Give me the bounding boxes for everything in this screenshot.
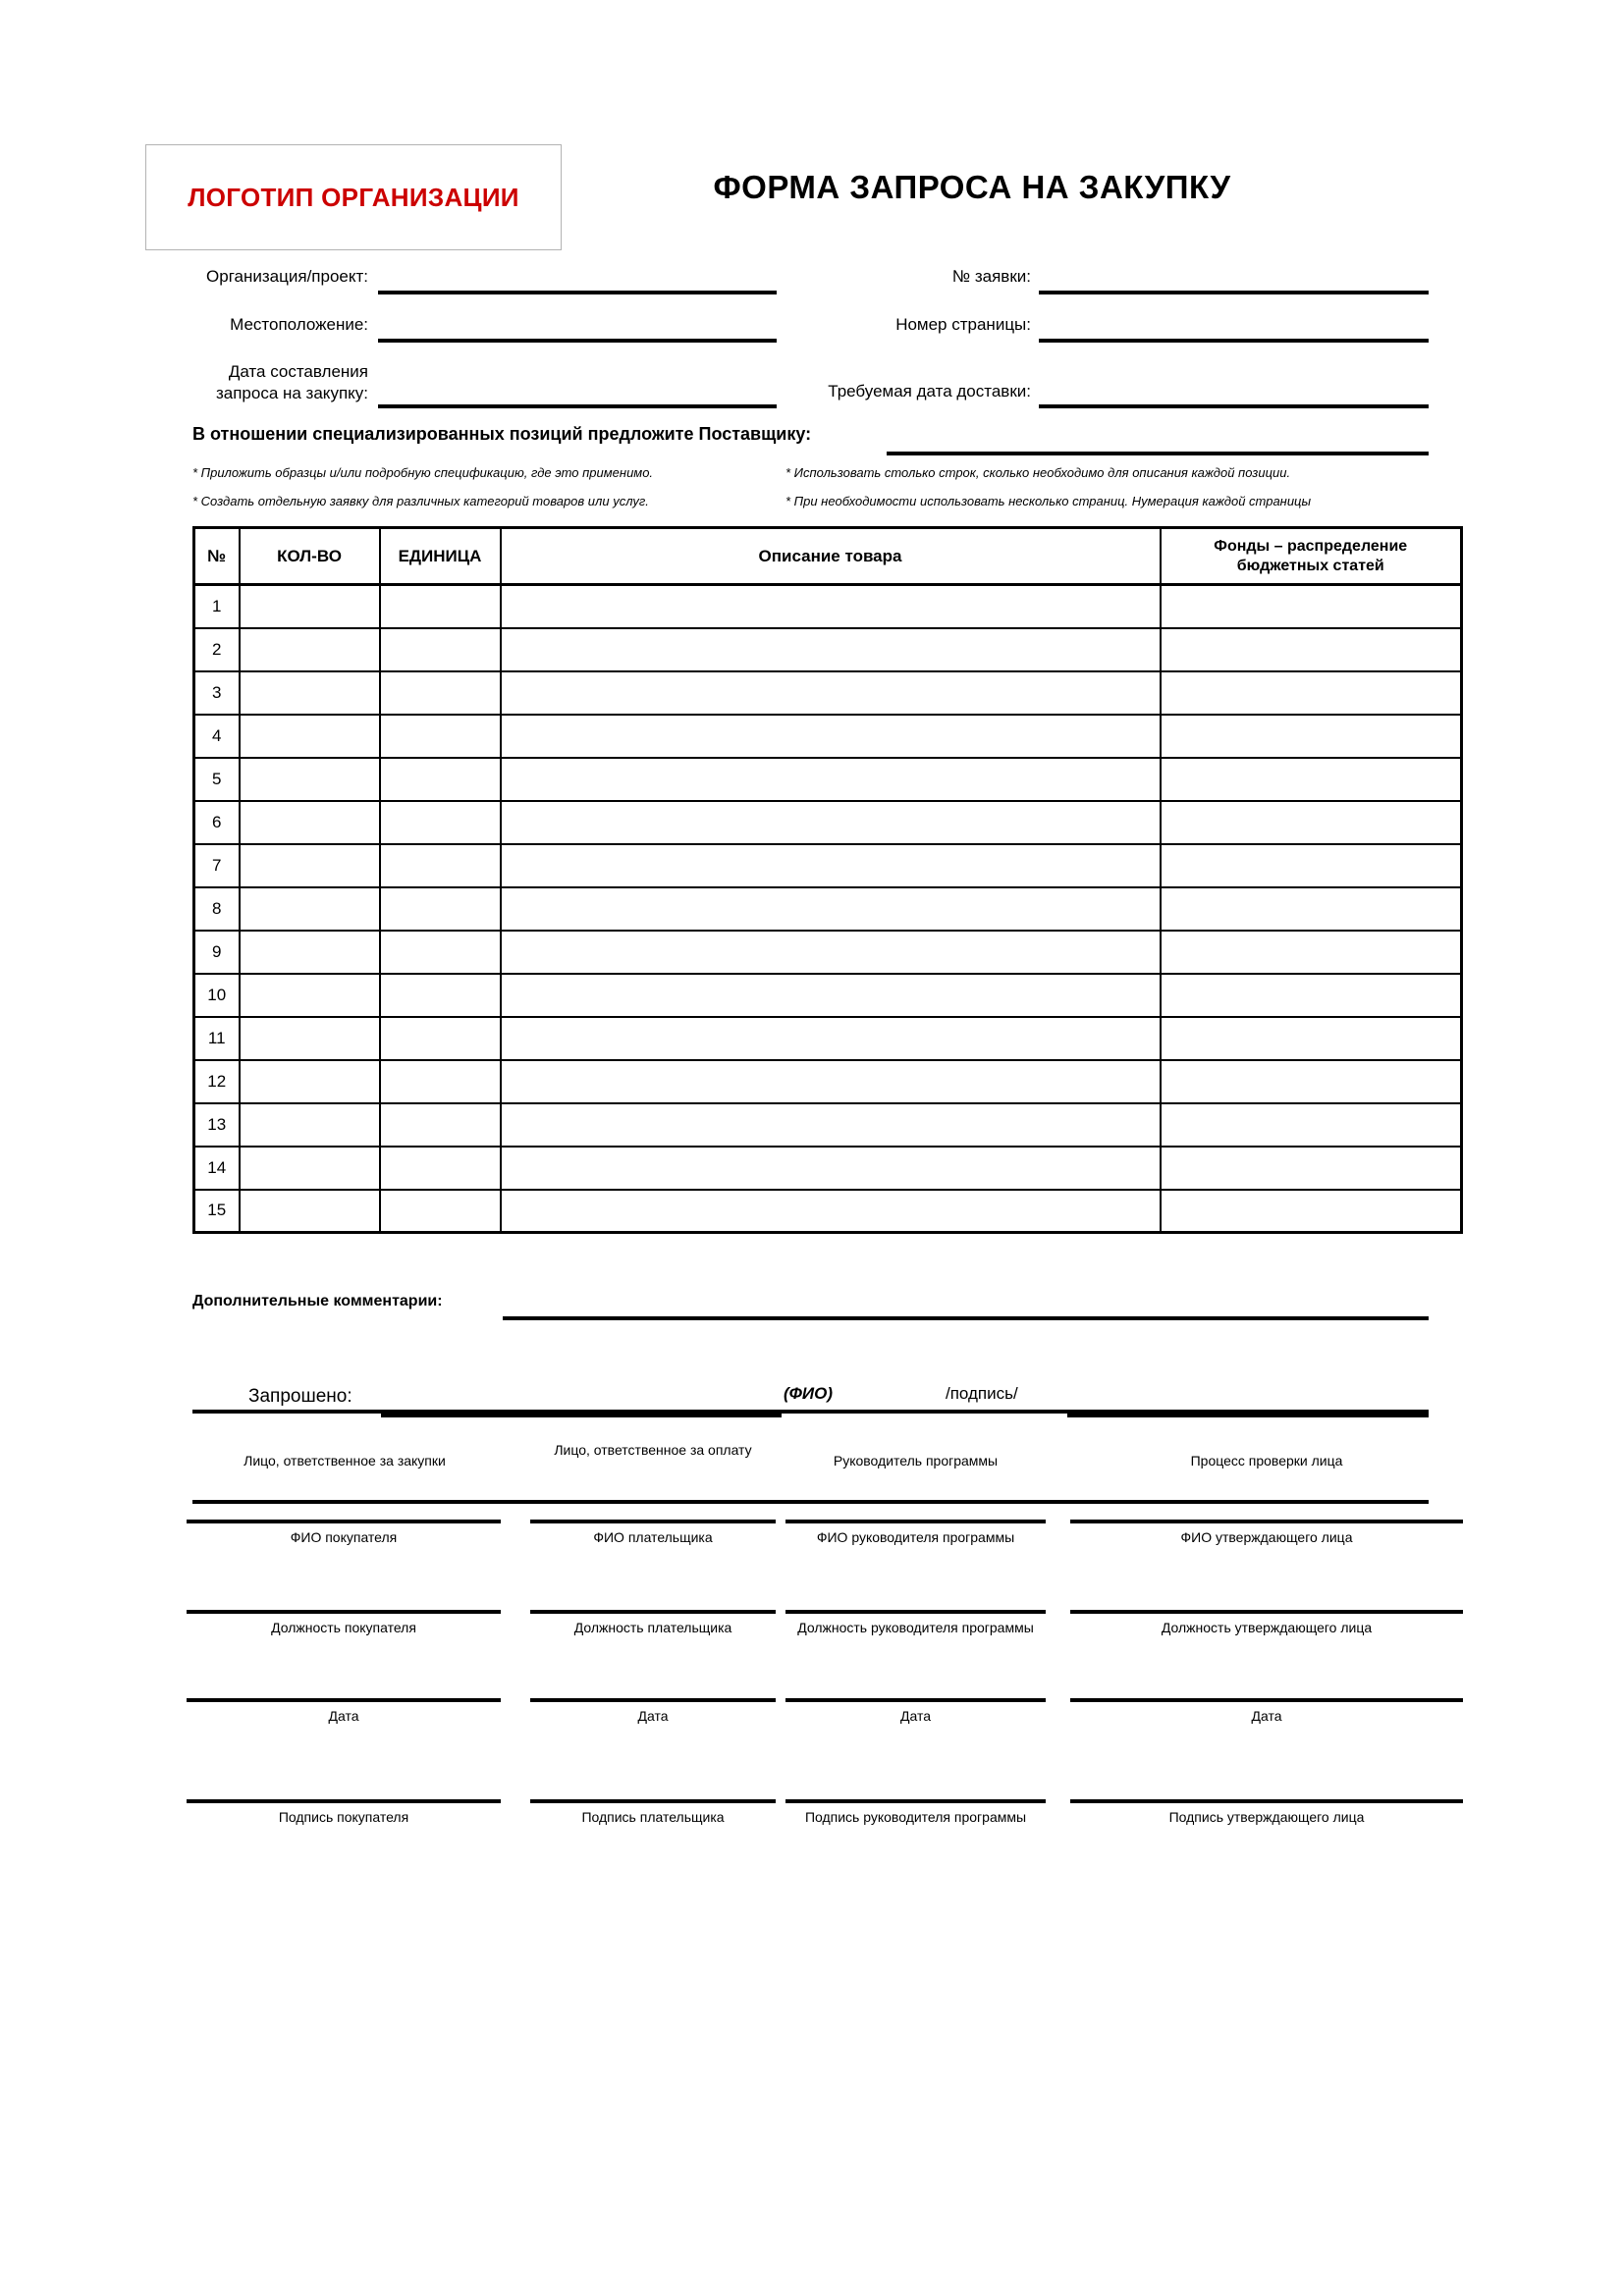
cell-quantity[interactable] [240, 1103, 380, 1147]
required-delivery-date-input-line[interactable] [1039, 404, 1429, 408]
cell-funds[interactable] [1161, 585, 1462, 628]
cell-description[interactable] [501, 974, 1161, 1017]
signatory-signature-line-2[interactable] [530, 1799, 776, 1803]
location-field-label: Местоположение: [230, 315, 368, 334]
request-date-field-label [98, 361, 368, 404]
cell-description[interactable] [501, 1147, 1161, 1190]
cell-description[interactable] [501, 1060, 1161, 1103]
signatory-signature-caption-3: Подпись руководителя программы [804, 1809, 1027, 1825]
instruction-note-right-2: * При необходимости использовать несколько страниц. Нумерация каждой страницы [785, 494, 1312, 508]
cell-funds[interactable] [1161, 1017, 1462, 1060]
cell-funds[interactable] [1161, 758, 1462, 801]
signatory-position-caption-2: Должность плательщика [573, 1620, 732, 1635]
table-row [194, 887, 1462, 931]
cell-quantity[interactable] [240, 1017, 380, 1060]
organization-logo-label: ЛОГОТИП ОРГАНИЗАЦИИ [188, 182, 519, 212]
cell-unit[interactable] [380, 585, 501, 628]
table-header-row [194, 528, 1462, 585]
signatory-position-line-2[interactable] [530, 1610, 776, 1614]
signatory-name-line-4[interactable] [1070, 1520, 1463, 1523]
signatory-date-line-2[interactable] [530, 1698, 776, 1702]
signatory-role-caption-2: Лицо, ответственное за оплату [554, 1442, 752, 1458]
cell-quantity[interactable] [240, 844, 380, 887]
column-header-number: № [194, 528, 240, 585]
signatory-signature-caption-2: Подпись плательщика [581, 1809, 725, 1825]
cell-description[interactable] [501, 931, 1161, 974]
cell-number: 1 [194, 585, 240, 628]
table-row [194, 1017, 1462, 1060]
table-row [194, 1190, 1462, 1233]
cell-funds[interactable] [1161, 974, 1462, 1017]
request-date-input-line[interactable] [378, 404, 777, 408]
signatory-date-caption-3: Дата [899, 1708, 931, 1724]
cell-number: 9 [194, 931, 240, 974]
cell-number: 12 [194, 1060, 240, 1103]
location-input-line[interactable] [378, 339, 777, 343]
column-header-funds [1161, 528, 1462, 585]
signatory-position-line-1[interactable] [187, 1610, 501, 1614]
cell-unit[interactable] [380, 628, 501, 671]
table-row [194, 715, 1462, 758]
supplier-instruction-heading: В отношении специализированных позиций предложите Поставщику: [192, 424, 812, 444]
signatory-signature-line-3[interactable] [785, 1799, 1046, 1803]
signatory-position-caption-3: Должность руководителя программы [797, 1620, 1034, 1635]
table-row [194, 628, 1462, 671]
cell-quantity[interactable] [240, 931, 380, 974]
signatory-role-caption-1: Лицо, ответственное за закупки [244, 1453, 446, 1468]
page-number-input-line[interactable] [1039, 339, 1429, 343]
signatory-name-caption-4: ФИО утверждающего лица [1180, 1529, 1353, 1545]
cell-description[interactable] [501, 671, 1161, 715]
cell-unit[interactable] [380, 1017, 501, 1060]
signatory-role-caption-3: Руководитель программы [833, 1453, 999, 1468]
cell-funds[interactable] [1161, 1103, 1462, 1147]
cell-quantity[interactable] [240, 1060, 380, 1103]
signatory-name-line-2[interactable] [530, 1520, 776, 1523]
cell-number: 6 [194, 801, 240, 844]
instruction-note-right-1: * Использовать столько строк, сколько необходимо для описания каждой позиции. [785, 465, 1291, 480]
cell-number: 11 [194, 1017, 240, 1060]
cell-number: 2 [194, 628, 240, 671]
requested-by-fio-hint: (ФИО) [784, 1384, 834, 1403]
instruction-note-left-1: * Приложить образцы и/или подробную спецификацию, где это применимо. [192, 465, 654, 480]
signatory-name-line-1[interactable] [187, 1520, 501, 1523]
cell-description[interactable] [501, 887, 1161, 931]
request-number-field-label: № заявки: [951, 267, 1031, 286]
requested-by-signature-hint: /подпись/ [946, 1384, 1018, 1403]
page-number-field-label: Номер страницы: [895, 315, 1031, 334]
cell-unit[interactable] [380, 715, 501, 758]
table-row [194, 1147, 1462, 1190]
cell-unit[interactable] [380, 1190, 501, 1233]
cell-number: 13 [194, 1103, 240, 1147]
cell-number: 14 [194, 1147, 240, 1190]
table-row [194, 585, 1462, 628]
column-header-funds-line2: бюджетных статей [1236, 557, 1384, 574]
cell-quantity[interactable] [240, 1190, 380, 1233]
cell-number: 15 [194, 1190, 240, 1233]
cell-number: 7 [194, 844, 240, 887]
organization-field-label: Организация/проект: [206, 267, 368, 286]
cell-description[interactable] [501, 585, 1161, 628]
cell-quantity[interactable] [240, 758, 380, 801]
cell-description[interactable] [501, 1190, 1161, 1233]
cell-quantity[interactable] [240, 585, 380, 628]
cell-unit[interactable] [380, 931, 501, 974]
column-header-quantity: КОЛ-ВО [240, 528, 380, 585]
cell-number: 5 [194, 758, 240, 801]
signatory-signature-caption-1: Подпись покупателя [278, 1809, 409, 1825]
cell-quantity[interactable] [240, 887, 380, 931]
cell-description[interactable] [501, 801, 1161, 844]
cell-quantity[interactable] [240, 715, 380, 758]
request-number-input-line[interactable] [1039, 291, 1429, 294]
cell-funds[interactable] [1161, 1060, 1462, 1103]
cell-unit[interactable] [380, 974, 501, 1017]
signatory-signature-caption-4: Подпись утверждающего лица [1168, 1809, 1365, 1825]
cell-description[interactable] [501, 844, 1161, 887]
cell-funds[interactable] [1161, 844, 1462, 887]
cell-quantity[interactable] [240, 1147, 380, 1190]
cell-funds[interactable] [1161, 715, 1462, 758]
signatory-name-caption-1: ФИО покупателя [290, 1529, 398, 1545]
page-title: ФОРМА ЗАПРОСА НА ЗАКУПКУ [713, 169, 1231, 205]
signatory-date-caption-2: Дата [637, 1708, 669, 1724]
instruction-note-left-2: * Создать отдельную заявку для различных категорий товаров или услуг. [192, 494, 649, 508]
signatory-signature-line-1[interactable] [187, 1799, 501, 1803]
cell-number: 10 [194, 974, 240, 1017]
additional-comments-line-3[interactable] [192, 1500, 1429, 1504]
cell-number: 3 [194, 671, 240, 715]
cell-funds[interactable] [1161, 931, 1462, 974]
cell-description[interactable] [501, 715, 1161, 758]
table-row [194, 671, 1462, 715]
table-row [194, 758, 1462, 801]
organization-logo-placeholder [145, 144, 562, 250]
signatory-position-line-4[interactable] [1070, 1610, 1463, 1614]
cell-unit[interactable] [380, 887, 501, 931]
cell-quantity[interactable] [240, 628, 380, 671]
cell-number: 8 [194, 887, 240, 931]
signatory-date-caption-1: Дата [328, 1708, 359, 1724]
signatory-date-caption-4: Дата [1251, 1708, 1282, 1724]
organization-input-line[interactable] [378, 291, 777, 294]
table-row [194, 1060, 1462, 1103]
requested-by-name-line[interactable] [381, 1414, 782, 1417]
cell-description[interactable] [501, 628, 1161, 671]
table-row [194, 974, 1462, 1017]
requested-by-label: Запрошено: [248, 1386, 352, 1407]
signatory-role-caption-4: Процесс проверки лица [1190, 1453, 1343, 1468]
table-row [194, 1103, 1462, 1147]
request-date-label-line1: Дата составления [228, 362, 368, 381]
cell-funds[interactable] [1161, 801, 1462, 844]
request-date-label-line2: запроса на закупку: [215, 384, 368, 402]
cell-unit[interactable] [380, 1103, 501, 1147]
table-body [194, 585, 1462, 1233]
cell-quantity[interactable] [240, 974, 380, 1017]
required-delivery-date-field-label: Требуемая дата доставки: [828, 382, 1031, 400]
cell-funds[interactable] [1161, 628, 1462, 671]
table-row [194, 931, 1462, 974]
signatory-position-caption-1: Должность покупателя [271, 1620, 416, 1635]
cell-description[interactable] [501, 758, 1161, 801]
signatory-name-caption-2: ФИО плательщика [593, 1529, 713, 1545]
cell-unit[interactable] [380, 844, 501, 887]
signatory-date-line-1[interactable] [187, 1698, 501, 1702]
table-row [194, 844, 1462, 887]
signatory-position-line-3[interactable] [785, 1610, 1046, 1614]
additional-comments-line-1[interactable] [503, 1316, 1429, 1320]
table-row [194, 801, 1462, 844]
signatory-name-line-3[interactable] [785, 1520, 1046, 1523]
column-header-funds-line1: Фонды – распределение [1214, 537, 1408, 555]
cell-unit[interactable] [380, 758, 501, 801]
cell-quantity[interactable] [240, 801, 380, 844]
requested-by-signature-line[interactable] [1067, 1414, 1429, 1417]
cell-number: 4 [194, 715, 240, 758]
cell-funds[interactable] [1161, 1147, 1462, 1190]
cell-unit[interactable] [380, 1060, 501, 1103]
cell-funds[interactable] [1161, 1190, 1462, 1233]
signatory-position-caption-4: Должность утверждающего лица [1161, 1620, 1373, 1635]
line-items-table [192, 526, 1463, 1234]
cell-unit[interactable] [380, 671, 501, 715]
signatory-signature-line-4[interactable] [1070, 1799, 1463, 1803]
cell-description[interactable] [501, 1103, 1161, 1147]
column-header-unit: ЕДИНИЦА [380, 528, 501, 585]
cell-funds[interactable] [1161, 671, 1462, 715]
cell-quantity[interactable] [240, 671, 380, 715]
supplier-instruction-input-line[interactable] [887, 452, 1429, 455]
cell-funds[interactable] [1161, 887, 1462, 931]
cell-description[interactable] [501, 1017, 1161, 1060]
additional-comments-label: Дополнительные комментарии: [192, 1293, 443, 1309]
cell-unit[interactable] [380, 1147, 501, 1190]
column-header-description: Описание товара [501, 528, 1161, 585]
signatory-date-line-3[interactable] [785, 1698, 1046, 1702]
cell-unit[interactable] [380, 801, 501, 844]
signatory-name-caption-3: ФИО руководителя программы [816, 1529, 1015, 1545]
signatory-date-line-4[interactable] [1070, 1698, 1463, 1702]
